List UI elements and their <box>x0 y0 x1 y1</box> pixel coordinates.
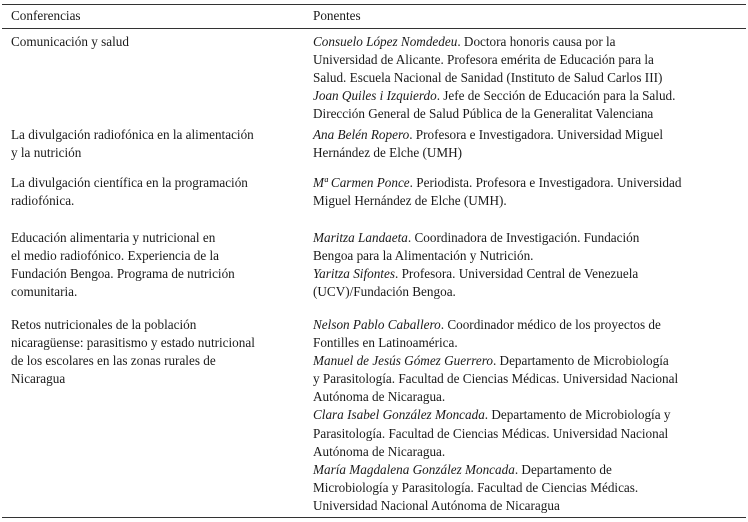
conferencia-line: nicaragüense: parasitismo y estado nutricional <box>11 335 255 351</box>
ponente-line <box>313 51 745 69</box>
ponente-line <box>313 283 745 301</box>
speaker-affiliation: Microbiología y Parasitología. Facultad de Ciencias Médicas. <box>313 479 639 495</box>
ponente-line <box>313 265 745 283</box>
table-bottom-rule <box>2 517 746 518</box>
speaker-name: Mª Carmen Ponce <box>313 175 410 190</box>
ponente-line <box>313 461 745 479</box>
speaker-affiliation: . Coordinador médico de los proyectos de <box>440 317 661 332</box>
ponente-line <box>313 247 745 265</box>
conferencia-cell <box>11 33 306 51</box>
speaker-affiliation: . Profesora. Universidad Central de Venezuela <box>394 266 639 282</box>
ponente-line <box>313 479 745 497</box>
conferencia-line: La divulgación científica en la programación <box>11 175 248 190</box>
ponente-line <box>313 406 745 424</box>
speaker-affiliation: Autónoma de Nicaragua. <box>313 389 446 405</box>
speaker-affiliation: . Jefe de Sección de Educación para la Salud. <box>436 88 676 104</box>
ponentes-cell <box>313 33 745 123</box>
speaker-name: Maritza Landaeta <box>313 230 408 245</box>
header-rule <box>2 28 746 29</box>
ponente-line <box>313 144 745 162</box>
ponente-line <box>313 229 745 247</box>
ponente-line <box>313 192 745 210</box>
ponente-line <box>313 69 745 87</box>
ponente-line <box>313 352 745 370</box>
speaker-affiliation: Parasitología. Facultad de Ciencias Médicas. Universidad Nacional <box>313 425 669 441</box>
speaker-affiliation: Dirección General de Salud Pública de la Generalitat Valenciana <box>313 106 654 122</box>
ponente-line <box>313 497 745 515</box>
ponente-line <box>313 425 745 443</box>
speaker-affiliation: Hernández de Elche (UMH) <box>313 145 463 161</box>
speaker-affiliation: . Departamento de Microbiología <box>492 353 669 369</box>
speaker-name: Nelson Pablo Caballero <box>313 317 441 332</box>
speaker-affiliation: . Departamento de <box>514 461 612 477</box>
ponente-line <box>313 334 745 352</box>
speaker-affiliation: . Departamento de Microbiología y <box>484 407 671 423</box>
speaker-name: Consuelo López Nomdedeu <box>313 34 458 49</box>
ponentes-cell <box>313 316 745 515</box>
speaker-affiliation: . Profesora e Investigadora. Universidad Miguel <box>409 127 663 142</box>
table-top-rule <box>2 4 746 5</box>
conferencia-cell <box>11 126 306 162</box>
ponentes-cell <box>313 174 745 210</box>
speaker-affiliation: Salud. Escuela Nacional de Sanidad (Instituto de Salud Carlos III) <box>313 70 663 86</box>
conferencia-line: radiofónica. <box>11 193 75 209</box>
ponente-line <box>313 87 745 105</box>
conferencia-line: Fundación Bengoa. Programa de nutrición <box>11 266 235 282</box>
ponente-line <box>313 370 745 388</box>
ponente-line <box>313 33 745 51</box>
conferencia-cell <box>11 174 306 210</box>
ponentes-cell <box>313 229 745 301</box>
speaker-affiliation: Miguel Hernández de Elche (UMH). <box>313 193 507 209</box>
conferencia-line: y la nutrición <box>11 145 82 161</box>
conferencia-line: Retos nutricionales de la población <box>11 317 197 332</box>
ponente-line <box>313 388 745 406</box>
conferencia-line: de los escolares en las zonas rurales de <box>11 353 216 369</box>
conferencia-line: Educación alimentaria y nutricional en <box>11 230 216 245</box>
ponentes-cell <box>313 126 745 162</box>
speaker-name: Ana Belén Ropero <box>313 127 410 142</box>
speaker-affiliation: . Periodista. Profesora e Investigadora. Universidad <box>409 175 682 190</box>
speaker-name: Yaritza Sifontes <box>313 266 395 282</box>
speaker-name: Joan Quiles i Izquierdo <box>313 88 437 104</box>
conferencia-line: Comunicación y salud <box>11 34 129 49</box>
ponente-line <box>313 316 745 334</box>
conferencia-line: el medio radiofónico. Experiencia de la <box>11 248 219 264</box>
conferencia-cell <box>11 229 306 301</box>
conferencia-line: comunitaria. <box>11 284 78 300</box>
speaker-affiliation: Autónoma de Nicaragua. <box>313 443 446 459</box>
ponente-line <box>313 105 745 123</box>
speaker-name: Manuel de Jesús Gómez Guerrero <box>313 353 493 369</box>
speaker-affiliation: Universidad de Alicante. Profesora emérita de Educación para la <box>313 52 654 68</box>
speaker-affiliation: Fontilles en Latinoamérica. <box>313 335 458 351</box>
conferencia-line: La divulgación radiofónica en la alimentación <box>11 127 254 142</box>
ponente-line <box>313 443 745 461</box>
speaker-affiliation: Universidad Nacional Autónoma de Nicaragua <box>313 497 560 513</box>
speaker-affiliation: y Parasitología. Facultad de Ciencias Médicas. Universidad Nacional <box>313 371 679 387</box>
header-conferencias: Conferencias <box>11 8 81 23</box>
speaker-name: Clara Isabel González Moncada <box>313 407 485 423</box>
speaker-affiliation: . Coordinadora de Investigación. Fundación <box>407 230 640 245</box>
speaker-name: María Magdalena González Moncada <box>313 461 515 477</box>
conferencia-cell <box>11 316 306 388</box>
speaker-affiliation: . Doctora honoris causa por la <box>457 34 616 49</box>
speaker-affiliation: Bengoa para la Alimentación y Nutrición. <box>313 248 534 264</box>
conferencia-line: Nicaragua <box>11 371 66 387</box>
speaker-affiliation: (UCV)/Fundación Bengoa. <box>313 284 456 300</box>
ponente-line <box>313 126 745 144</box>
ponente-line <box>313 174 745 192</box>
header-ponentes: Ponentes <box>313 8 361 23</box>
